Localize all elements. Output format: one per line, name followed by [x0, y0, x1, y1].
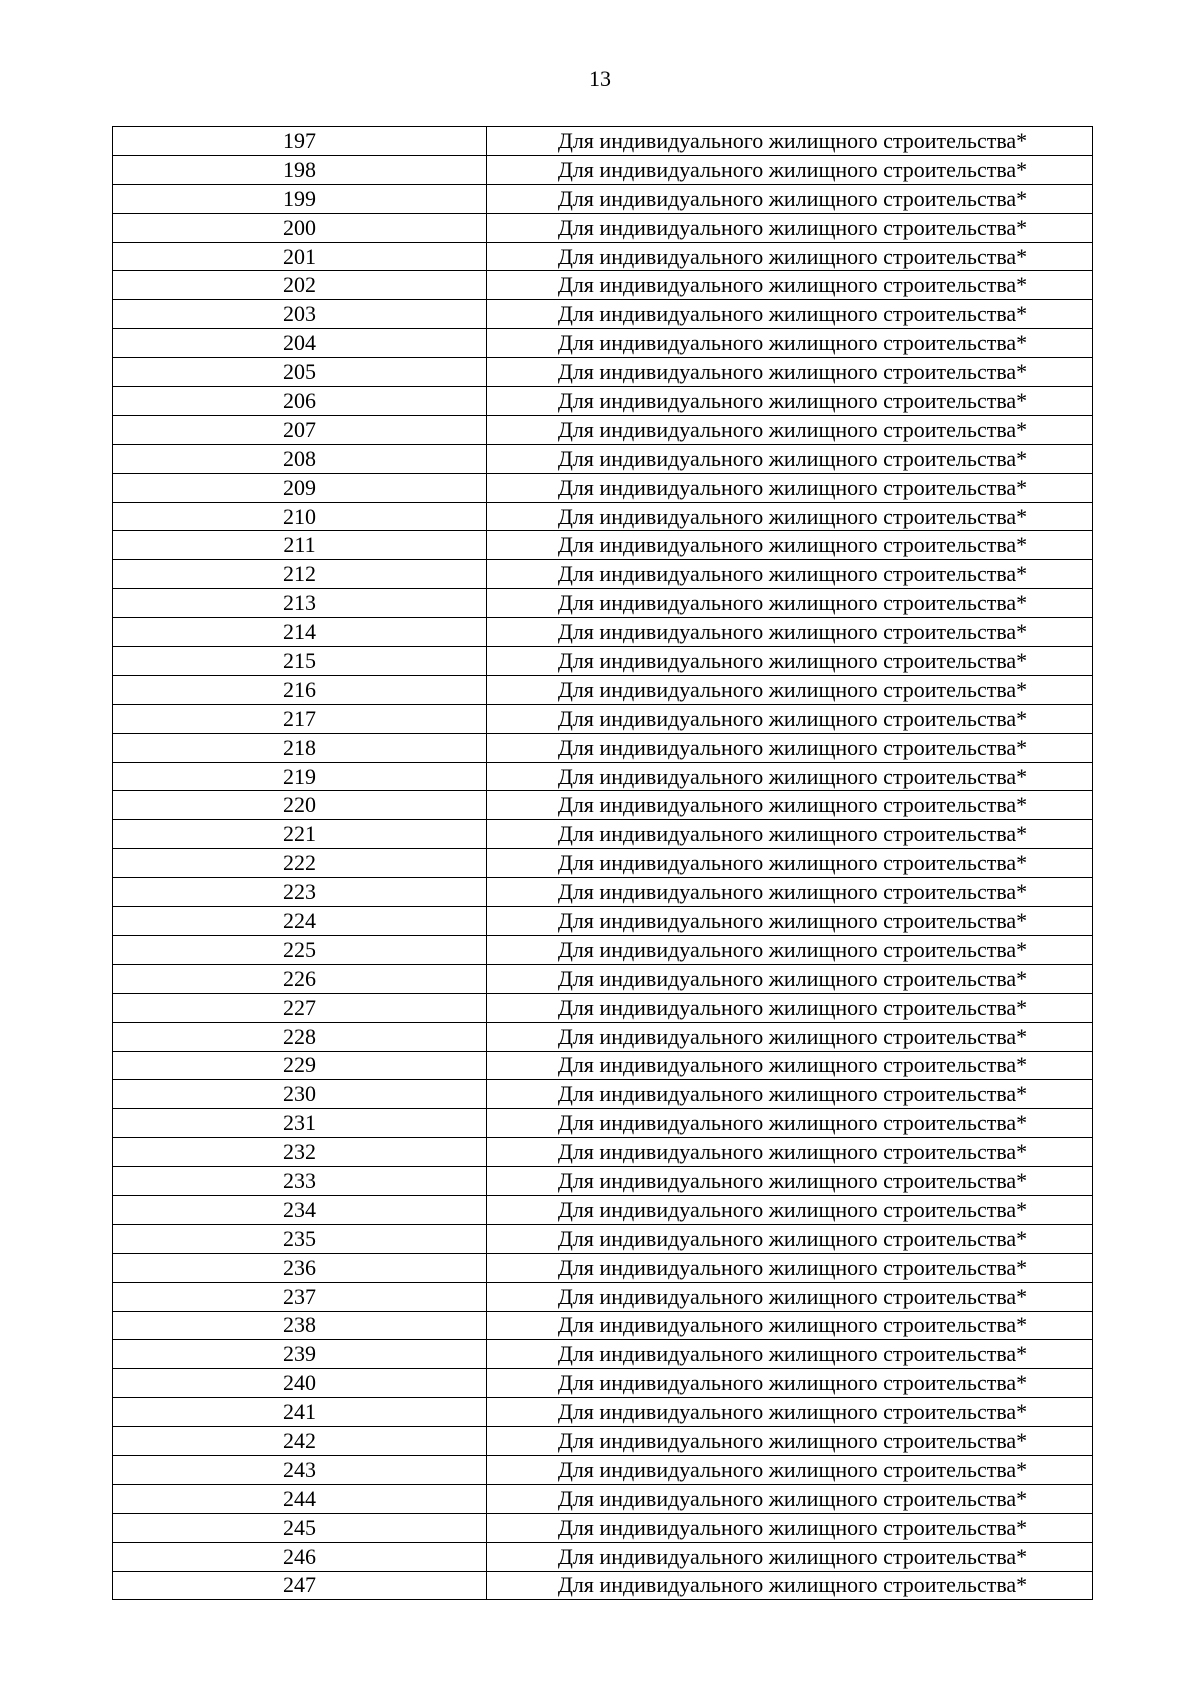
table-row: [113, 1340, 1093, 1369]
table-row: [113, 675, 1093, 704]
plot-number-cell: 236: [113, 1253, 487, 1282]
table-row: [113, 184, 1093, 213]
plot-number-cell: 219: [113, 762, 487, 791]
plot-number-cell: 205: [113, 358, 487, 387]
table-row: [113, 300, 1093, 329]
permitted-use-cell: Для индивидуального жилищного строительства*: [487, 907, 1093, 936]
plot-number-cell: 247: [113, 1571, 487, 1600]
table-body: [113, 127, 1093, 1600]
table-row: [113, 531, 1093, 560]
table-row: [113, 444, 1093, 473]
permitted-use-cell: Для индивидуального жилищного строительства*: [487, 1455, 1093, 1484]
plot-number-cell: 231: [113, 1109, 487, 1138]
permitted-use-cell: Для индивидуального жилищного строительства*: [487, 993, 1093, 1022]
permitted-use-cell: Для индивидуального жилищного строительства*: [487, 271, 1093, 300]
table-row: [113, 589, 1093, 618]
plot-number-cell: 197: [113, 127, 487, 156]
permitted-use-cell: Для индивидуального жилищного строительства*: [487, 329, 1093, 358]
plot-number-cell: 243: [113, 1455, 487, 1484]
table-row: [113, 878, 1093, 907]
table-row: [113, 935, 1093, 964]
table-row: [113, 358, 1093, 387]
plot-number-cell: 200: [113, 213, 487, 242]
plot-number-cell: 204: [113, 329, 487, 358]
table-row: [113, 1571, 1093, 1600]
permitted-use-cell: Для индивидуального жилищного строительства*: [487, 213, 1093, 242]
land-use-table: [112, 126, 1093, 1600]
permitted-use-cell: Для индивидуального жилищного строительства*: [487, 733, 1093, 762]
table-row: [113, 560, 1093, 589]
permitted-use-cell: Для индивидуального жилищного строительства*: [487, 502, 1093, 531]
table-row: [113, 907, 1093, 936]
plot-number-cell: 223: [113, 878, 487, 907]
plot-number-cell: 225: [113, 935, 487, 964]
permitted-use-cell: Для индивидуального жилищного строительства*: [487, 1571, 1093, 1600]
table-row: [113, 704, 1093, 733]
permitted-use-cell: Для индивидуального жилищного строительства*: [487, 878, 1093, 907]
permitted-use-cell: Для индивидуального жилищного строительства*: [487, 300, 1093, 329]
permitted-use-cell: Для индивидуального жилищного строительства*: [487, 155, 1093, 184]
permitted-use-cell: Для индивидуального жилищного строительства*: [487, 675, 1093, 704]
table-row: [113, 993, 1093, 1022]
permitted-use-cell: Для индивидуального жилищного строительства*: [487, 964, 1093, 993]
permitted-use-cell: Для индивидуального жилищного строительства*: [487, 589, 1093, 618]
table-row: [113, 1542, 1093, 1571]
permitted-use-cell: Для индивидуального жилищного строительства*: [487, 1282, 1093, 1311]
permitted-use-cell: Для индивидуального жилищного строительства*: [487, 358, 1093, 387]
plot-number-cell: 213: [113, 589, 487, 618]
permitted-use-cell: Для индивидуального жилищного строительства*: [487, 935, 1093, 964]
table-row: [113, 1398, 1093, 1427]
table-row: [113, 849, 1093, 878]
permitted-use-cell: Для индивидуального жилищного строительства*: [487, 1195, 1093, 1224]
plot-number-cell: 202: [113, 271, 487, 300]
plot-number-cell: 233: [113, 1167, 487, 1196]
plot-number-cell: 224: [113, 907, 487, 936]
permitted-use-cell: Для индивидуального жилищного строительства*: [487, 1542, 1093, 1571]
table-row: [113, 647, 1093, 676]
plot-number-cell: 226: [113, 964, 487, 993]
plot-number-cell: 209: [113, 473, 487, 502]
permitted-use-cell: Для индивидуального жилищного строительства*: [487, 1080, 1093, 1109]
permitted-use-cell: Для индивидуального жилищного строительства*: [487, 415, 1093, 444]
plot-number-cell: 199: [113, 184, 487, 213]
permitted-use-cell: Для индивидуального жилищного строительства*: [487, 1253, 1093, 1282]
plot-number-cell: 227: [113, 993, 487, 1022]
permitted-use-cell: Для индивидуального жилищного строительства*: [487, 1051, 1093, 1080]
plot-number-cell: 238: [113, 1311, 487, 1340]
plot-number-cell: 246: [113, 1542, 487, 1571]
permitted-use-cell: Для индивидуального жилищного строительства*: [487, 1398, 1093, 1427]
table-row: [113, 1282, 1093, 1311]
table-row: [113, 242, 1093, 271]
table-row: [113, 155, 1093, 184]
permitted-use-cell: Для индивидуального жилищного строительства*: [487, 1138, 1093, 1167]
table-row: [113, 791, 1093, 820]
permitted-use-cell: Для индивидуального жилищного строительства*: [487, 1513, 1093, 1542]
table-row: [113, 1051, 1093, 1080]
permitted-use-cell: Для индивидуального жилищного строительства*: [487, 647, 1093, 676]
table-row: [113, 1513, 1093, 1542]
permitted-use-cell: Для индивидуального жилищного строительства*: [487, 762, 1093, 791]
permitted-use-cell: Для индивидуального жилищного строительства*: [487, 1427, 1093, 1456]
page-number: 13: [589, 66, 611, 91]
table-row: [113, 1427, 1093, 1456]
plot-number-cell: 234: [113, 1195, 487, 1224]
table-row: [113, 964, 1093, 993]
plot-number-cell: 211: [113, 531, 487, 560]
plot-number-cell: 221: [113, 820, 487, 849]
table-row: [113, 473, 1093, 502]
table-row: [113, 1195, 1093, 1224]
permitted-use-cell: Для индивидуального жилищного строительства*: [487, 704, 1093, 733]
permitted-use-cell: Для индивидуального жилищного строительства*: [487, 387, 1093, 416]
table-row: [113, 1253, 1093, 1282]
table-row: [113, 271, 1093, 300]
permitted-use-cell: Для индивидуального жилищного строительства*: [487, 618, 1093, 647]
table-row: [113, 502, 1093, 531]
permitted-use-cell: Для индивидуального жилищного строительства*: [487, 127, 1093, 156]
table-row: [113, 387, 1093, 416]
table-row: [113, 1455, 1093, 1484]
plot-number-cell: 206: [113, 387, 487, 416]
permitted-use-cell: Для индивидуального жилищного строительства*: [487, 184, 1093, 213]
permitted-use-cell: Для индивидуального жилищного строительства*: [487, 473, 1093, 502]
plot-number-cell: 245: [113, 1513, 487, 1542]
plot-number-cell: 235: [113, 1224, 487, 1253]
plot-number-cell: 240: [113, 1369, 487, 1398]
permitted-use-cell: Для индивидуального жилищного строительства*: [487, 1369, 1093, 1398]
table-row: [113, 820, 1093, 849]
plot-number-cell: 237: [113, 1282, 487, 1311]
table-row: [113, 127, 1093, 156]
plot-number-cell: 212: [113, 560, 487, 589]
table-row: [113, 762, 1093, 791]
plot-number-cell: 201: [113, 242, 487, 271]
permitted-use-cell: Для индивидуального жилищного строительства*: [487, 531, 1093, 560]
permitted-use-cell: Для индивидуального жилищного строительства*: [487, 560, 1093, 589]
plot-number-cell: 217: [113, 704, 487, 733]
table-row: [113, 733, 1093, 762]
plot-number-cell: 228: [113, 1022, 487, 1051]
table-row: [113, 618, 1093, 647]
table-row: [113, 213, 1093, 242]
plot-number-cell: 222: [113, 849, 487, 878]
plot-number-cell: 215: [113, 647, 487, 676]
plot-number-cell: 208: [113, 444, 487, 473]
plot-number-cell: 244: [113, 1484, 487, 1513]
plot-number-cell: 220: [113, 791, 487, 820]
plot-number-cell: 218: [113, 733, 487, 762]
plot-number-cell: 242: [113, 1427, 487, 1456]
permitted-use-cell: Для индивидуального жилищного строительства*: [487, 242, 1093, 271]
table-row: [113, 1224, 1093, 1253]
plot-number-cell: 241: [113, 1398, 487, 1427]
permitted-use-cell: Для индивидуального жилищного строительства*: [487, 820, 1093, 849]
plot-number-cell: 229: [113, 1051, 487, 1080]
table-row: [113, 1167, 1093, 1196]
table-row: [113, 1109, 1093, 1138]
permitted-use-cell: Для индивидуального жилищного строительства*: [487, 1022, 1093, 1051]
permitted-use-cell: Для индивидуального жилищного строительства*: [487, 1340, 1093, 1369]
plot-number-cell: 203: [113, 300, 487, 329]
permitted-use-cell: Для индивидуального жилищного строительства*: [487, 1224, 1093, 1253]
permitted-use-cell: Для индивидуального жилищного строительства*: [487, 1311, 1093, 1340]
plot-number-cell: 239: [113, 1340, 487, 1369]
plot-number-cell: 198: [113, 155, 487, 184]
permitted-use-cell: Для индивидуального жилищного строительства*: [487, 1167, 1093, 1196]
table-row: [113, 1138, 1093, 1167]
table-row: [113, 1484, 1093, 1513]
table-row: [113, 329, 1093, 358]
permitted-use-cell: Для индивидуального жилищного строительства*: [487, 1109, 1093, 1138]
plot-number-cell: 232: [113, 1138, 487, 1167]
plot-number-cell: 207: [113, 415, 487, 444]
plot-number-cell: 216: [113, 675, 487, 704]
permitted-use-cell: Для индивидуального жилищного строительства*: [487, 791, 1093, 820]
permitted-use-cell: Для индивидуального жилищного строительства*: [487, 1484, 1093, 1513]
permitted-use-cell: Для индивидуального жилищного строительства*: [487, 849, 1093, 878]
plot-number-cell: 230: [113, 1080, 487, 1109]
permitted-use-cell: Для индивидуального жилищного строительства*: [487, 444, 1093, 473]
table-row: [113, 1022, 1093, 1051]
table-row: [113, 1080, 1093, 1109]
plot-number-cell: 214: [113, 618, 487, 647]
table-row: [113, 415, 1093, 444]
plot-number-cell: 210: [113, 502, 487, 531]
table-row: [113, 1311, 1093, 1340]
table-row: [113, 1369, 1093, 1398]
